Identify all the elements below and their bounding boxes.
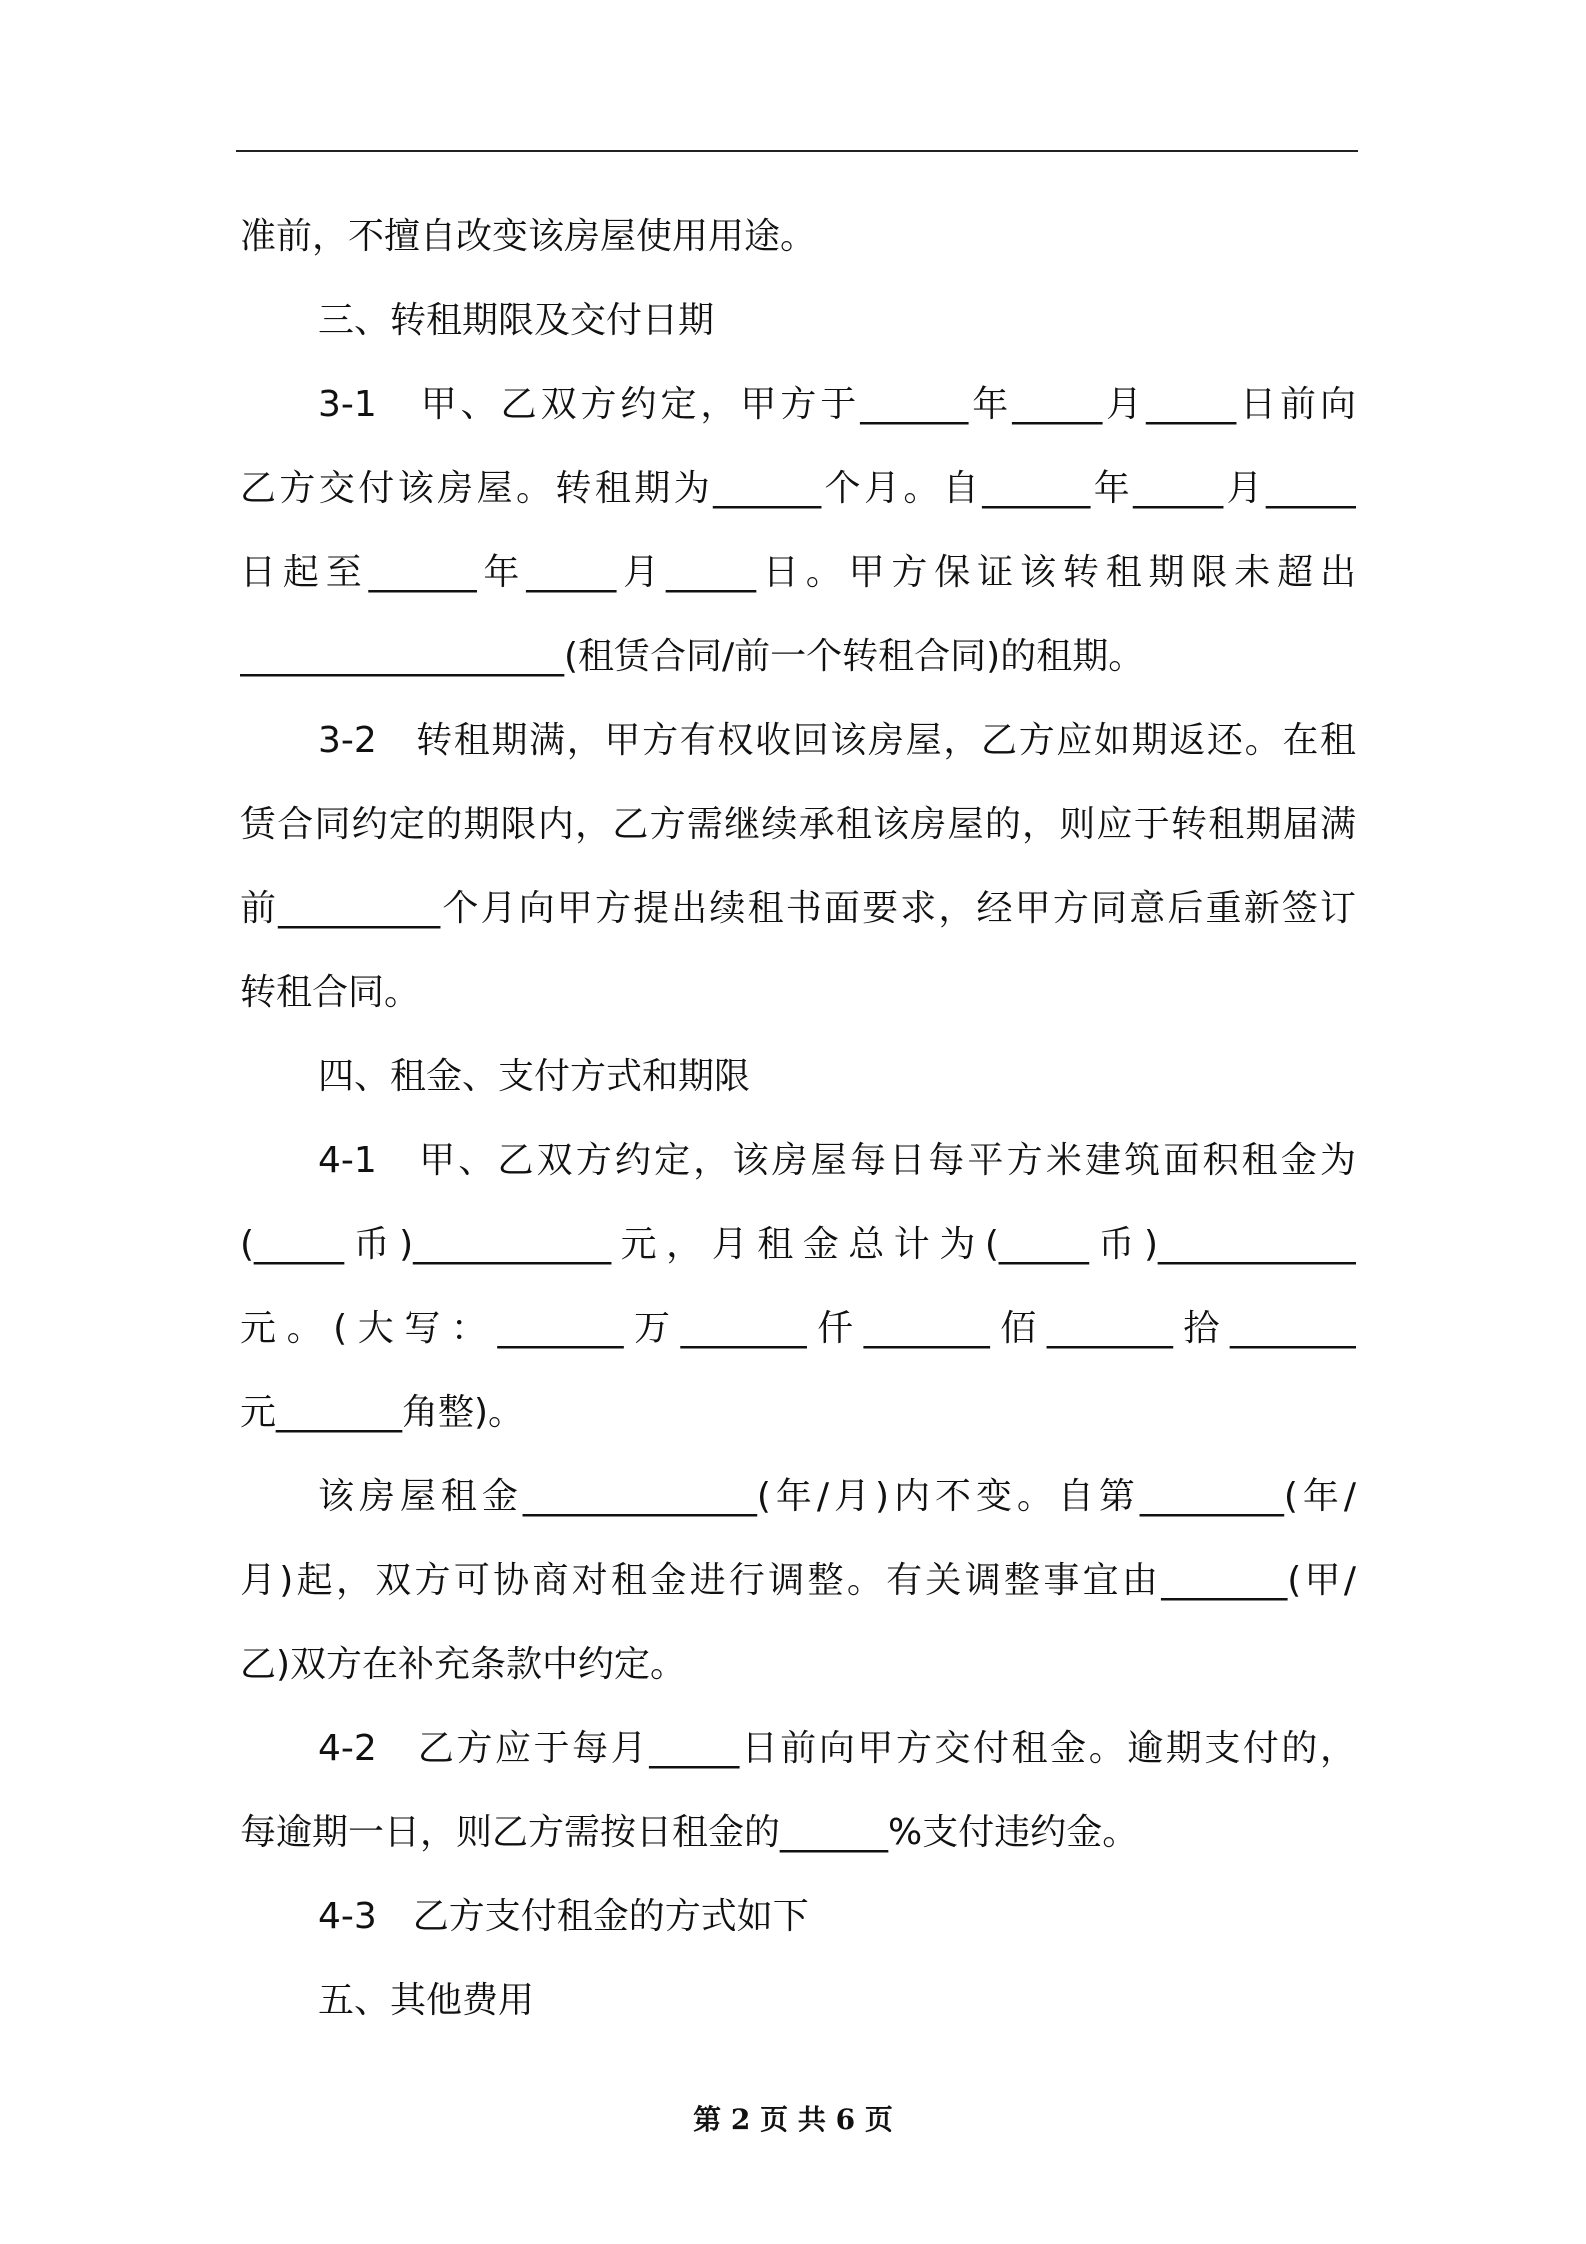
clause-line: 该房屋租金_____________(年/月)内不变。自第________(年/ (318, 1476, 1356, 1517)
section-heading: 五、其他费用 (318, 1980, 535, 2021)
clause-line: 每逾期一日，则乙方需按日租金的______%支付违约金。 (240, 1812, 1139, 1853)
section-heading: 三、转租期限及交付日期 (318, 300, 715, 341)
header-rule (236, 150, 1358, 152)
clause-line: 3-2 转租期满，甲方有权收回该房屋，乙方应如期返还。在租 (318, 720, 1356, 761)
clause-line: 月)起，双方可协商对租金进行调整。有关调整事宜由_______(甲/ (240, 1560, 1356, 1601)
clause-line: 乙)双方在补充条款中约定。 (240, 1644, 687, 1685)
section-heading: 四、租金、支付方式和期限 (318, 1056, 751, 1097)
clause-line: 4-2 乙方应于每月_____日前向甲方交付租金。逾期支付的， (318, 1728, 1356, 1769)
text-line: 准前，不擅自改变该房屋使用用途。 (240, 216, 817, 257)
clause-line: 元_______角整)。 (240, 1392, 525, 1433)
document-body (240, 195, 1356, 2043)
clause-line: 乙方交付该房屋。转租期为______个月。自______年_____月_____ (240, 468, 1356, 509)
clause-line: __________________(租赁合同/前一个转租合同)的租期。 (240, 636, 1145, 677)
clause-line: 转租合同。 (240, 972, 421, 1013)
page-number: 第 2 页 共 6 页 (693, 2103, 893, 2136)
clause-line: (_____币)___________元，月租金总计为(_____币)___________ (240, 1224, 1356, 1265)
clause-line: 赁合同约定的期限内，乙方需继续承租该房屋的，则应于转租期届满 (240, 804, 1356, 845)
clause-line: 4-1 甲、乙双方约定，该房屋每日每平方米建筑面积租金为 (318, 1140, 1356, 1181)
clause-line: 前_________个月向甲方提出续租书面要求，经甲方同意后重新签订 (240, 888, 1356, 929)
clause-line: 4-3 乙方支付租金的方式如下 (318, 1896, 809, 1937)
clause-line: 日起至______年_____月_____日。甲方保证该转租期限未超出 (240, 552, 1356, 593)
clause-line: 3-1 甲、乙双方约定，甲方于______年_____月_____日前向 (318, 384, 1356, 425)
clause-line: 元。(大写：_______万_______仟_______佰_______拾_______ (240, 1308, 1356, 1349)
